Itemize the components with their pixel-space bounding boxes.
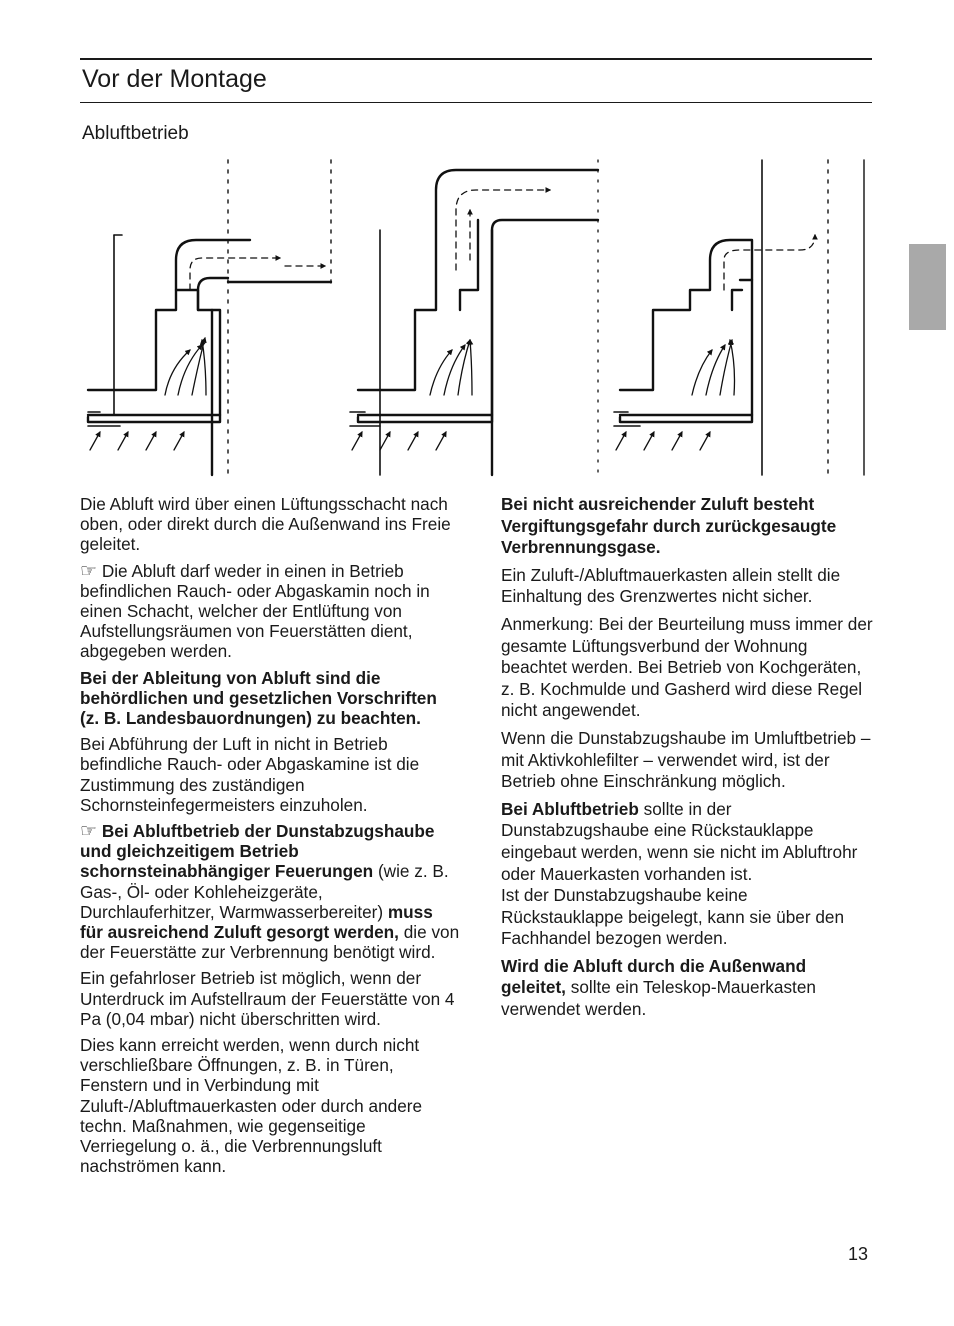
paragraph: Anmerkung: Bei der Beurteilung muss immer der gesamte Lüftungsverbund der Wohnung beachtet werden. Bei Betrieb von Kochgeräten, z. B. Kochmulde und Gasherd wird diese Regel nicht angewendet. <box>501 613 873 721</box>
pointing-hand-icon: ☞ <box>80 820 98 843</box>
page-title: Vor der Montage <box>82 65 267 93</box>
paragraph-bold: Bei nicht ausreichender Zuluft besteht Vergiftungsgefahr durch zurückgesaugte Verbrennungsgase. <box>501 494 837 558</box>
paragraph-text: Die Abluft darf weder in einen in Betrieb befindlichen Rauch- oder Abgaskamin noch in einen Schacht, welcher der Entlüftung von Aufstellungsräumen von Feuerstätten dient, abgegeben werden. <box>80 560 430 662</box>
diagram-panel-2 <box>350 160 598 475</box>
paragraph-text: sollte in der Dunstabzugshaube eine Rückstauklappe eingebaut werden, wenn sie nicht im Abluftrohr oder Mauerkasten vorhanden ist. <box>501 798 858 884</box>
paragraph: Die Abluft wird über einen Lüftungsschacht nach oben, oder direkt durch die Außenwand ins Freie geleitet. <box>80 494 451 555</box>
paragraph <box>501 799 873 950</box>
paragraph-text: sollte ein Teleskop-Mauerkasten verwendet werden. <box>501 977 816 1020</box>
paragraph-text: Ist der Dunstabzugshaube keine Rückstauklappe beigelegt, kann sie über den Fachhandel bezogen werden. <box>501 885 845 949</box>
paragraph-warning <box>80 821 460 962</box>
title-underline <box>80 102 872 103</box>
left-text-column <box>80 494 460 1183</box>
paragraph-text: die von der Feuerstätte zur Verbrennung benötigt wird. <box>80 922 460 963</box>
diagram-panel-1 <box>88 160 331 475</box>
diagram-panel-3 <box>614 160 864 475</box>
paragraph: Ein Zuluft-/Abluftmauerkasten allein stellt die Einhaltung des Grenzwertes nicht sicher. <box>501 564 841 607</box>
paragraph-warning <box>80 561 460 662</box>
paragraph: Wenn die Dunstabzugshaube im Umluftbetrieb – mit Aktivkohlefilter – verwendet wird, ist der Betrieb ohne Einschränkung möglich. <box>501 727 871 792</box>
pointing-hand-icon: ☞ <box>80 559 98 582</box>
exhaust-air-diagram <box>80 150 872 485</box>
paragraph: Dies kann erreicht werden, wenn durch nicht verschließbare Öffnungen, z. B. in Türen, Fenstern und in Verbindung mit Zuluft-/Abluftmauerkasten oder durch andere techn. Maßnahmen, wie gegenseitige Verriegelung o. ä., die Verbrennungsluft nachströmen kann. <box>80 1035 423 1177</box>
paragraph-bold-text: Bei Abluftbetrieb der Dunstabzugshaube und gleichzeitigem Betrieb schornsteinabhängiger Feuerungen <box>80 821 435 882</box>
right-text-column <box>501 494 873 1027</box>
section-heading: Abluftbetrieb <box>82 123 189 144</box>
paragraph-text: (wie z. B. Gas-, Öl- oder Kohleheizgeräte, Durchlauferhitzer, Warmwasserbereiter) <box>80 861 449 922</box>
paragraph-bold-text: Bei Abluftbetrieb <box>501 798 639 819</box>
top-rule <box>80 58 872 60</box>
paragraph-bold-text: muss für ausreichend Zuluft gesorgt werden, <box>80 901 433 943</box>
paragraph-bold: Bei der Ableitung von Abluft sind die behördlichen und gesetzlichen Vorschriften (z. B. Landesbauordnungen) zu beachten. <box>80 667 437 729</box>
chapter-side-tab <box>909 244 946 330</box>
page-number: 13 <box>848 1244 869 1264</box>
paragraph: Ein gefahrloser Betrieb ist möglich, wenn der Unterdruck im Aufstellraum der Feuerstätte von 4 Pa (0,04 mbar) nicht überschritten wird. <box>80 968 455 1029</box>
paragraph: Bei Abführung der Luft in nicht in Betrieb befindliche Rauch- oder Abgaskamine ist die Zustimmung des zuständigen Schornsteinfegermeisters einzuholen. <box>80 734 420 815</box>
paragraph-bold-text: Wird die Abluft durch die Außenwand geleitet, <box>501 955 807 998</box>
paragraph <box>501 956 873 1021</box>
